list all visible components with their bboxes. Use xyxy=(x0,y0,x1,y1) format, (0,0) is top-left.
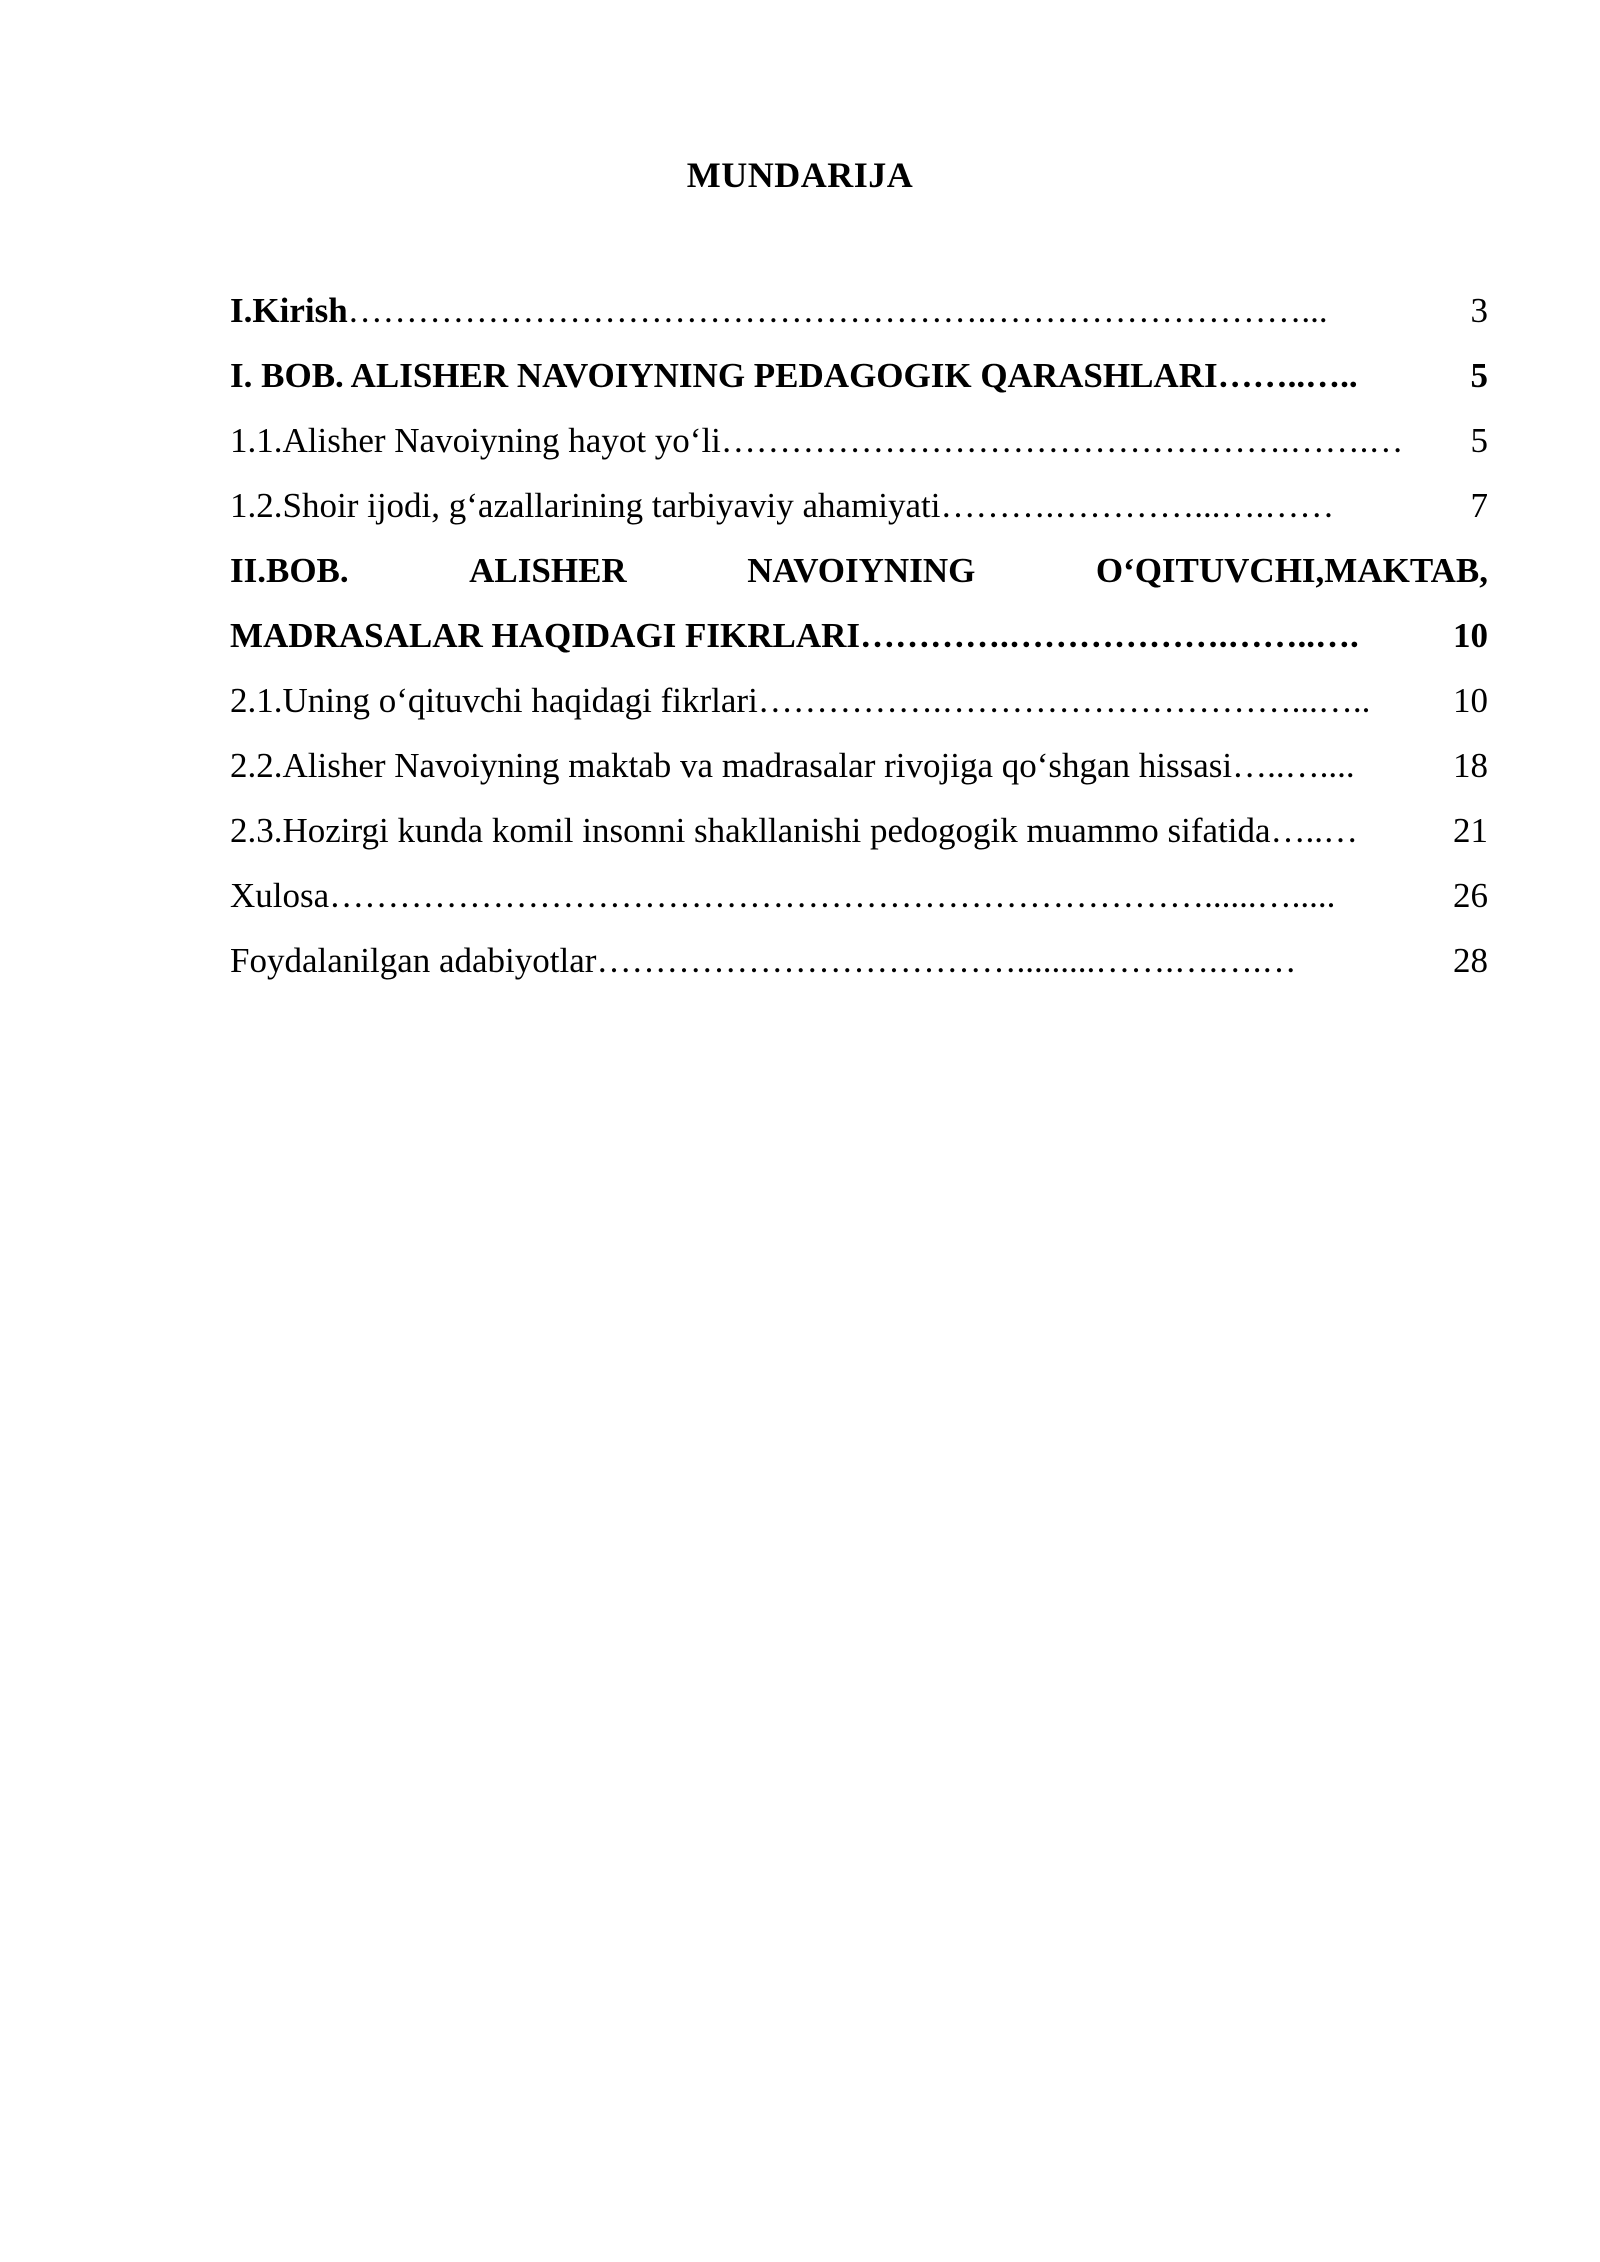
toc-entry-references[interactable] xyxy=(230,928,1488,993)
toc-entry-chapter-2-line-2[interactable] xyxy=(230,603,1488,668)
toc-entry-label: 2.1.Uning o‘qituvchi haqidagi fikrlari xyxy=(230,681,758,720)
toc-page-number: 5 xyxy=(1470,421,1488,460)
toc-page-number: 18 xyxy=(1453,746,1488,785)
toc-entry-chapter-1[interactable] xyxy=(230,343,1488,408)
toc-entry-word: O‘QITUVCHI,MAKTAB, xyxy=(1095,551,1488,590)
toc-page-number: 3 xyxy=(1470,291,1488,330)
toc-leader-dots: …..….... xyxy=(1232,746,1355,785)
toc-page-number: 10 xyxy=(1453,616,1488,655)
toc-page-number: 5 xyxy=(1470,356,1488,395)
toc-entry-chapter-2-line-1[interactable] xyxy=(230,538,1488,603)
page-title: MUNDARIJA xyxy=(686,155,914,195)
toc-entry-section-2-2[interactable] xyxy=(230,733,1488,798)
toc-entry-label: 1.2.Shoir ijodi, g‘azallarining tarbiyaviy ahamiyati xyxy=(230,486,941,525)
toc-entry-label: 2.3.Hozirgi kunda komil insonni shakllanishi pedogogik muammo sifatida xyxy=(230,811,1271,850)
toc-leader-dots: ……………………………………………….………………………... xyxy=(347,291,1328,330)
table-of-contents xyxy=(230,278,1488,993)
toc-leader-dots: …………………………………………………………………......…..... xyxy=(329,876,1336,915)
toc-leader-dots: ……………………………….........…….….….… xyxy=(596,941,1297,980)
toc-leader-dots: ………………………………………….…….… xyxy=(720,421,1404,460)
toc-leader-dots: ………….……………….……..…. xyxy=(860,616,1359,655)
toc-entry-kirish[interactable] xyxy=(230,278,1488,343)
toc-entry-label: 1.1.Alisher Navoiyning hayot yo‘li xyxy=(230,421,721,460)
toc-page-number: 28 xyxy=(1453,941,1488,980)
toc-entry-section-2-3[interactable] xyxy=(230,798,1488,863)
toc-entry-word: ALISHER xyxy=(469,551,627,590)
toc-entry-conclusion[interactable] xyxy=(230,863,1488,928)
toc-entry-label: Foydalanilgan adabiyotlar xyxy=(230,941,597,980)
toc-page-number: 7 xyxy=(1470,486,1488,525)
toc-entry-label: I.Kirish xyxy=(230,291,348,330)
toc-page-number: 21 xyxy=(1453,811,1488,850)
toc-entry-word: NAVOIYNING xyxy=(747,551,976,590)
toc-leader-dots: ……….…………...….…… xyxy=(940,486,1335,525)
toc-entry-label: 2.2.Alisher Navoiyning maktab va madrasalar rivojiga qo‘shgan hissasi xyxy=(230,746,1233,785)
toc-leader-dots: …..… xyxy=(1270,811,1358,850)
toc-entry-section-1-2[interactable] xyxy=(230,473,1488,538)
toc-entry-section-2-1[interactable] xyxy=(230,668,1488,733)
toc-entry-section-1-1[interactable] xyxy=(230,408,1488,473)
toc-leader-dots: …………….…………………………...….. xyxy=(757,681,1371,720)
toc-entry-label: Xulosa xyxy=(230,876,330,915)
toc-leader-dots: ……..….. xyxy=(1217,356,1358,395)
toc-entry-label: I. BOB. ALISHER NAVOIYNING PEDAGOGIK QARASHLARI xyxy=(230,356,1218,395)
toc-entry-label: MADRASALAR HAQIDAGI FIKRLARI xyxy=(230,616,861,655)
toc-page-number: 10 xyxy=(1453,681,1488,720)
toc-page-number: 26 xyxy=(1453,876,1488,915)
toc-entry-word: II.BOB. xyxy=(230,551,349,590)
